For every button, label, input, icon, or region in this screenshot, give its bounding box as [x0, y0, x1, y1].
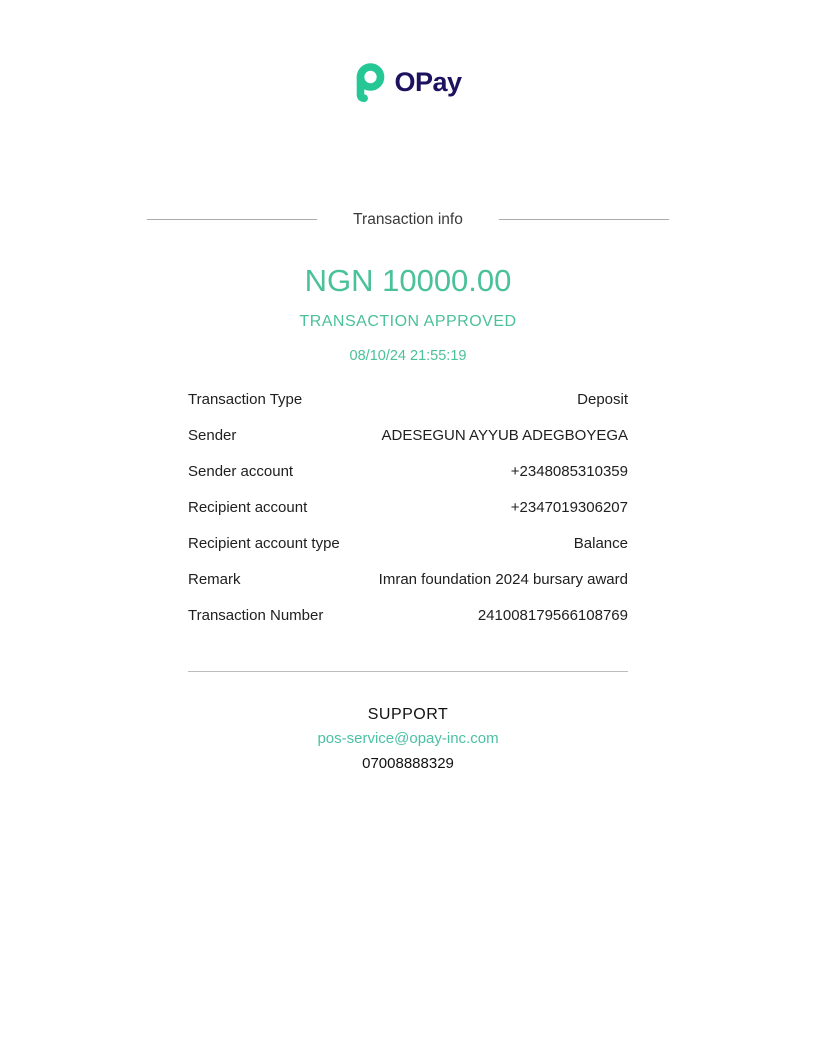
support-title: SUPPORT: [367, 706, 449, 723]
row-value: Deposit: [577, 390, 628, 408]
table-row: [188, 489, 628, 525]
row-label: Transaction Type: [188, 390, 303, 408]
transaction-amount: NGN 10000.00: [304, 263, 512, 298]
row-value: +2348085310359: [510, 462, 628, 480]
support-section: [0, 706, 816, 772]
support-phone: 07008888329: [362, 755, 454, 772]
row-value: Balance: [573, 534, 628, 552]
row-label: Sender: [188, 426, 237, 444]
row-label: Recipient account: [188, 498, 308, 516]
row-label: Recipient account type: [188, 534, 340, 552]
row-value: ADESEGUN AYYUB ADEGBOYEGA: [381, 426, 628, 444]
brand-name: OPay: [394, 66, 462, 97]
section-header: [147, 210, 669, 229]
row-value: 241008179566108769: [477, 606, 628, 624]
support-email-link[interactable]: pos-service@opay-inc.com: [317, 730, 499, 747]
table-row: [188, 453, 628, 489]
transaction-datetime: 08/10/24 21:55:19: [349, 348, 467, 364]
row-label: Sender account: [188, 462, 294, 480]
section-title: Transaction info: [353, 210, 463, 228]
opay-logo: [0, 0, 816, 103]
row-label: Remark: [188, 570, 241, 588]
table-row: [188, 381, 628, 417]
header-rule-right: [499, 219, 669, 220]
opay-rho-icon: [354, 63, 385, 102]
header-rule-left: [147, 219, 317, 220]
row-label: Transaction Number: [188, 606, 324, 624]
table-row: [188, 597, 628, 633]
transaction-status: TRANSACTION APPROVED: [299, 313, 517, 330]
transaction-details-table: [188, 381, 628, 633]
footer-divider: [188, 671, 628, 672]
table-row: [188, 417, 628, 453]
table-row: [188, 525, 628, 561]
row-value: Imran foundation 2024 bursary award: [378, 570, 628, 588]
row-value: +2347019306207: [510, 498, 628, 516]
table-row: [188, 561, 628, 597]
